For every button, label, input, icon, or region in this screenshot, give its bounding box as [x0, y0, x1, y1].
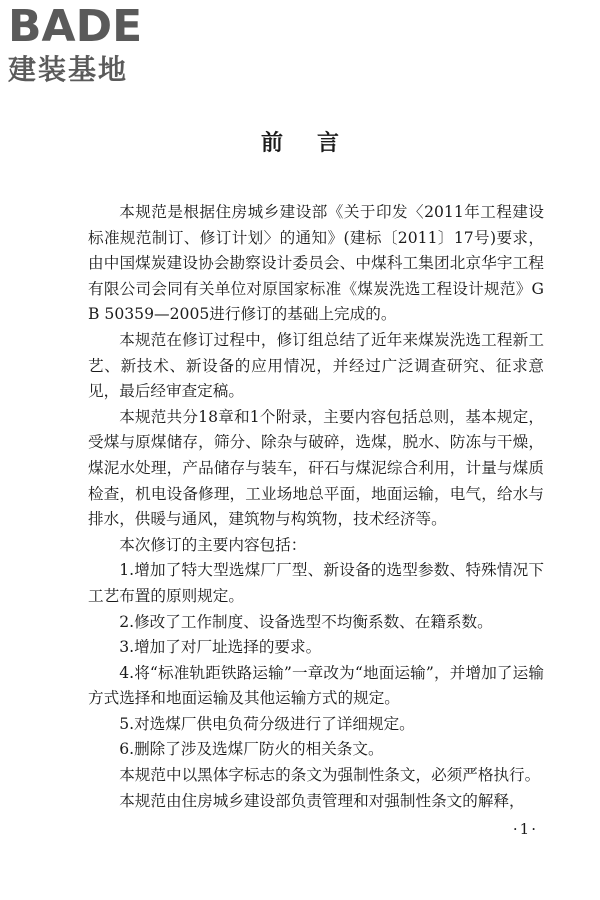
paragraph: 本规范是根据住房城乡建设部《关于印发〈2011年工程建设标准规范制订、修订计划〉的通知》(建标〔2011〕17号)要求，由中国煤炭建设协会勘察设计委员会、中煤科工集团北京华宇工程有限公司会同有关单位对原国家标准《煤炭洗选工程设计规范》GB 50359—2005进行修订的基础上完成的。 — [88, 203, 544, 324]
logo-mark: BADE — [8, 1, 143, 52]
paragraph: 本规范在修订过程中，修订组总结了近年来煤炭洗选工程新工艺、新技术、新设备的应用情况，并经过广泛调查研究、征求意见，最后经审查定稿。 — [88, 330, 544, 401]
list-item: 6.删除了涉及选煤厂防火的相关条文。 — [119, 740, 384, 759]
logo-subtitle: 建装基地 — [8, 53, 129, 86]
list-item: 3.增加了对厂址选择的要求。 — [119, 638, 322, 657]
page-number: ·1· — [512, 820, 538, 838]
paragraph: 本规范中以黑体字标志的条文为强制性条文，必须严格执行。 — [119, 766, 541, 785]
list-item: 1.增加了特大型选煤厂厂型、新设备的选型参数、特殊情况下工艺布置的原则规定。 — [88, 561, 544, 605]
paragraph: 本规范共分18章和1个附录，主要内容包括总则，基本规定，受煤与原煤储存，筛分、除杂与破碎，选煤，脱水、防冻与干燥，煤泥水处理，产品储存与装车，矸石与煤泥综合利用，计量与煤质检查，机电设备修理，工业场地总平面，地面运输，电气，给水与排水，供暖与通风，建筑物与构筑物，技术经济等。 — [88, 407, 544, 529]
list-item: 5.对选煤厂供电负荷分级进行了详细规定。 — [119, 714, 415, 733]
paragraph: 本规范由住房城乡建设部负责管理和对强制性条文的解释， — [119, 791, 525, 810]
paragraph: 本次修订的主要内容包括： — [119, 535, 307, 554]
list-item: 4.将“标准轨距铁路运输”一章改为“地面运输”，并增加了运输方式选择和地面运输及其他运输方式的规定。 — [88, 663, 544, 708]
publisher-logo — [8, 1, 178, 88]
list-item: 2.修改了工作制度、设备选型不均衡系数、在籍系数。 — [119, 612, 493, 631]
page-title: 前言 — [260, 131, 373, 156]
preface-body — [88, 200, 544, 814]
